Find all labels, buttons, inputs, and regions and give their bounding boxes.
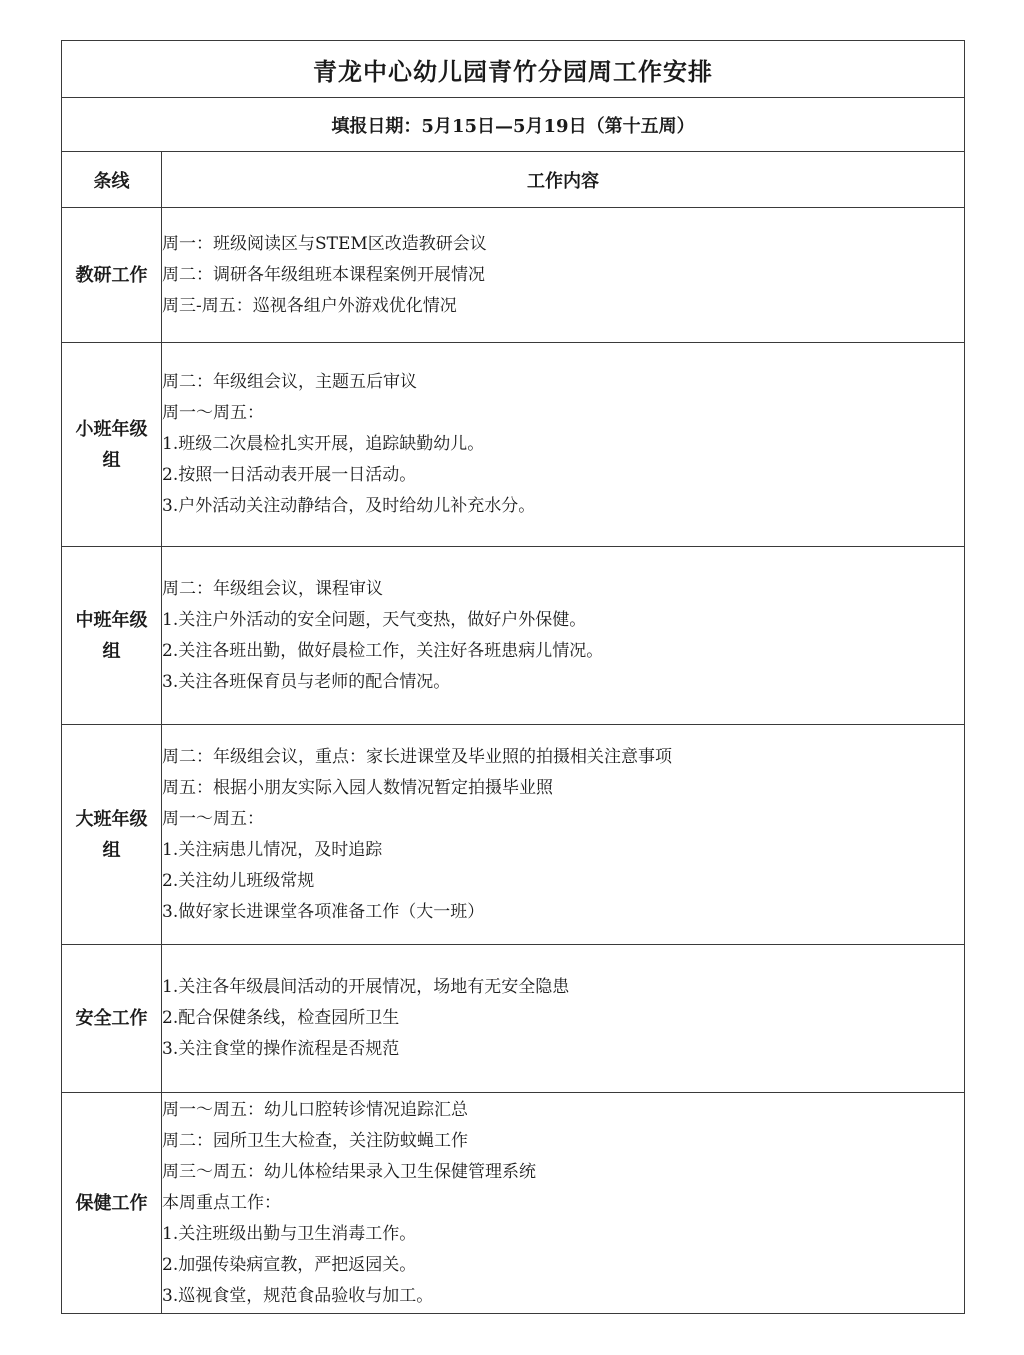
row-label <box>62 725 162 945</box>
content-line: 1.关注各年级晨间活动的开展情况，场地有无安全隐患 <box>162 977 570 997</box>
row-content <box>162 945 965 1093</box>
table-row <box>62 1093 965 1314</box>
row-label <box>62 547 162 725</box>
row-label-line: 小班年级 <box>75 418 148 440</box>
row-label <box>62 1093 162 1314</box>
table-row <box>62 547 965 725</box>
report-date: 填报日期：5月15日—5月19日（第十五周） <box>62 98 965 152</box>
content-line: 3.关注食堂的操作流程是否规范 <box>162 1039 400 1059</box>
column-header-content: 工作内容 <box>162 152 965 208</box>
content-line: 1.关注户外活动的安全问题，天气变热，做好户外保健。 <box>162 609 587 630</box>
content-line: 周三-周五：巡视各组户外游戏优化情况 <box>162 295 457 316</box>
row-label-line: 教研工作 <box>75 264 148 286</box>
content-line: 3.关注各班保育员与老师的配合情况。 <box>162 671 451 692</box>
content-line: 3.户外活动关注动静结合，及时给幼儿补充水分。 <box>162 496 536 516</box>
content-line: 周二：年级组会议，重点：家长进课堂及毕业照的拍摄相关注意事项 <box>162 746 672 767</box>
table-row <box>62 945 965 1093</box>
content-line: 2.关注幼儿班级常规 <box>162 870 315 891</box>
column-header-category: 条线 <box>62 152 162 208</box>
content-line: 2.配合保健条线，检查园所卫生 <box>162 1008 400 1028</box>
content-line: 周一～周五： <box>162 403 264 423</box>
title-row <box>62 41 965 98</box>
content-line: 3.巡视食堂，规范食品验收与加工。 <box>162 1285 434 1306</box>
row-label-line: 中班年级 <box>75 609 148 631</box>
row-label-line: 组 <box>102 839 121 861</box>
content-line: 本周重点工作： <box>162 1192 281 1213</box>
row-content <box>162 547 965 725</box>
document-title: 青龙中心幼儿园青竹分园周工作安排 <box>62 41 965 98</box>
content-line: 周一～周五：幼儿口腔转诊情况追踪汇总 <box>162 1099 468 1120</box>
row-label-line: 安全工作 <box>75 1008 148 1029</box>
table-row <box>62 208 965 343</box>
row-label-line: 组 <box>102 640 121 662</box>
content-line: 周三～周五：幼儿体检结果录入卫生保健管理系统 <box>162 1161 536 1182</box>
content-line: 2.关注各班出勤，做好晨检工作，关注好各班患病儿情况。 <box>162 640 604 661</box>
content-line: 2.加强传染病宣教，严把返园关。 <box>162 1254 417 1275</box>
content-line: 1.关注班级出勤与卫生消毒工作。 <box>162 1223 417 1244</box>
row-label <box>62 208 162 343</box>
content-line: 周一～周五： <box>162 808 264 829</box>
row-label <box>62 945 162 1093</box>
row-content <box>162 343 965 547</box>
content-line: 周二：年级组会议，主题五后审议 <box>162 372 417 392</box>
content-line: 3.做好家长进课堂各项准备工作（大一班） <box>162 901 485 922</box>
content-line: 周二：年级组会议，课程审议 <box>162 578 383 599</box>
column-header-row <box>62 152 965 208</box>
content-line: 2.按照一日活动表开展一日活动。 <box>162 465 417 485</box>
row-content <box>162 1093 965 1314</box>
weekly-schedule-table <box>61 40 965 1314</box>
content-line: 周二：园所卫生大检查，关注防蚊蝇工作 <box>162 1130 468 1151</box>
row-label <box>62 343 162 547</box>
row-content <box>162 725 965 945</box>
content-line: 周一：班级阅读区与STEM区改造教研会议 <box>162 233 487 254</box>
row-label-line: 保健工作 <box>75 1192 148 1214</box>
row-label-line: 大班年级 <box>75 808 148 830</box>
date-row <box>62 98 965 152</box>
content-line: 1.班级二次晨检扎实开展，追踪缺勤幼儿。 <box>162 434 485 454</box>
content-line: 周五：根据小朋友实际入园人数情况暂定拍摄毕业照 <box>162 777 553 798</box>
content-line: 1.关注病患儿情况，及时追踪 <box>162 839 383 860</box>
table-row <box>62 343 965 547</box>
content-line: 周二：调研各年级组班本课程案例开展情况 <box>162 264 485 285</box>
row-content <box>162 208 965 343</box>
table-row <box>62 725 965 945</box>
row-label-line: 组 <box>102 449 121 471</box>
